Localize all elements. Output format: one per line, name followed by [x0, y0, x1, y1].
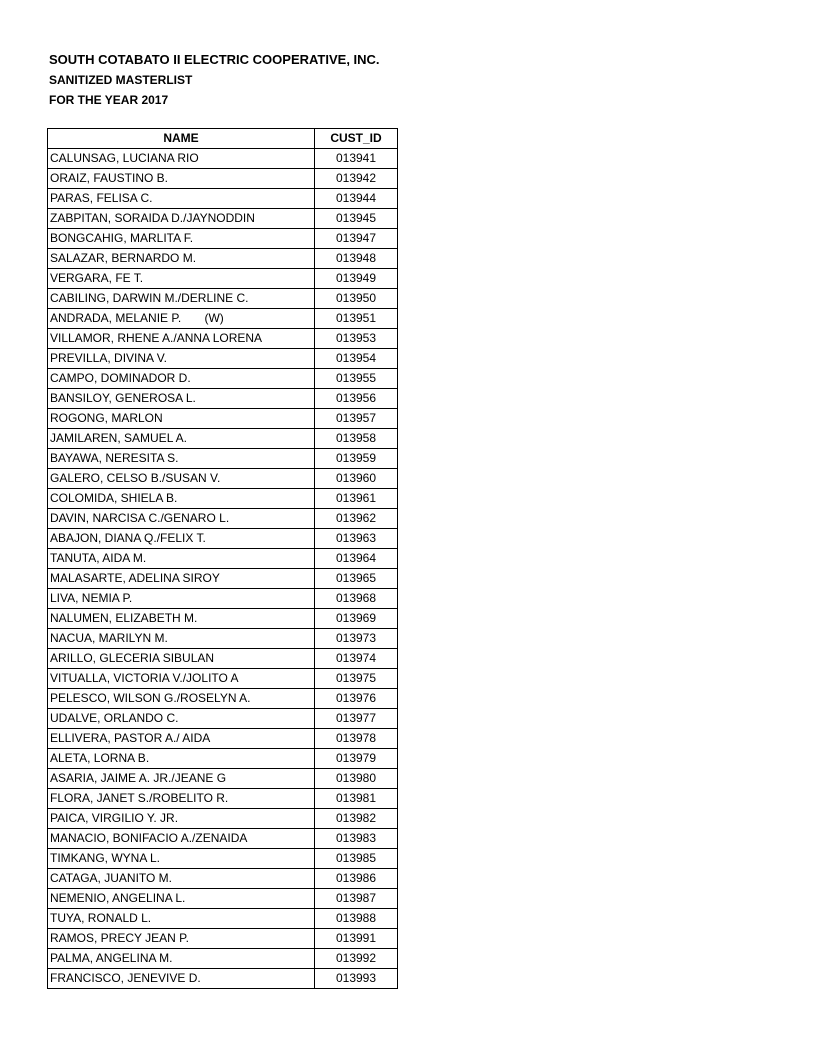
customer-name-cell: PREVILLA, DIVINA V. [48, 349, 315, 369]
table-row [48, 549, 398, 569]
customer-name-cell: DAVIN, NARCISA C./GENARO L. [48, 509, 315, 529]
customer-name-cell: NACUA, MARILYN M. [48, 629, 315, 649]
customer-id-cell: 013948 [315, 249, 398, 269]
document-period: FOR THE YEAR 2017 [49, 93, 169, 107]
customer-name-cell: NALUMEN, ELIZABETH M. [48, 609, 315, 629]
table-row [48, 729, 398, 749]
table-row [48, 169, 398, 189]
table-row [48, 649, 398, 669]
customer-id-cell: 013980 [315, 769, 398, 789]
customer-id-cell: 013981 [315, 789, 398, 809]
customer-name-cell: GALERO, CELSO B./SUSAN V. [48, 469, 315, 489]
customer-name-cell: TIMKANG, WYNA L. [48, 849, 315, 869]
customer-id-cell: 013991 [315, 929, 398, 949]
customer-name-cell: SALAZAR, BERNARDO M. [48, 249, 315, 269]
customer-id-cell: 013960 [315, 469, 398, 489]
table-row [48, 749, 398, 769]
customer-name-cell: ROGONG, MARLON [48, 409, 315, 429]
customer-id-cell: 013976 [315, 689, 398, 709]
customer-name-cell: PELESCO, WILSON G./ROSELYN A. [48, 689, 315, 709]
customer-name-cell: PALMA, ANGELINA M. [48, 949, 315, 969]
table-row [48, 969, 398, 989]
table-row [48, 609, 398, 629]
customer-id-cell: 013941 [315, 149, 398, 169]
customer-id-cell: 013962 [315, 509, 398, 529]
table-row [48, 349, 398, 369]
customer-name-cell: ZABPITAN, SORAIDA D./JAYNODDIN [48, 209, 315, 229]
customer-name-cell: CALUNSAG, LUCIANA RIO [48, 149, 315, 169]
customer-name-cell: VERGARA, FE T. [48, 269, 315, 289]
customer-name-cell: BONGCAHIG, MARLITA F. [48, 229, 315, 249]
table-row [48, 769, 398, 789]
table-row [48, 329, 398, 349]
customer-name-cell: MANACIO, BONIFACIO A./ZENAIDA [48, 829, 315, 849]
table-row [48, 569, 398, 589]
customer-id-cell: 013965 [315, 569, 398, 589]
customer-name-cell: FLORA, JANET S./ROBELITO R. [48, 789, 315, 809]
company-title: SOUTH COTABATO II ELECTRIC COOPERATIVE, INC. [49, 52, 380, 67]
customer-id-cell: 013958 [315, 429, 398, 449]
table-header-row [48, 129, 398, 149]
table-row [48, 309, 398, 329]
customer-id-cell: 013951 [315, 309, 398, 329]
customer-id-cell: 013955 [315, 369, 398, 389]
customer-id-cell: 013950 [315, 289, 398, 309]
customer-name-cell: MALASARTE, ADELINA SIROY [48, 569, 315, 589]
table-row [48, 409, 398, 429]
customer-name-cell: ALETA, LORNA B. [48, 749, 315, 769]
customer-name-cell: ORAIZ, FAUSTINO B. [48, 169, 315, 189]
customer-name-cell: JAMILAREN, SAMUEL A. [48, 429, 315, 449]
customer-id-cell: 013953 [315, 329, 398, 349]
customer-id-cell: 013963 [315, 529, 398, 549]
table-row [48, 269, 398, 289]
table-row [48, 589, 398, 609]
customer-name-cell: ABAJON, DIANA Q./FELIX T. [48, 529, 315, 549]
customer-id-cell: 013983 [315, 829, 398, 849]
customer-id-cell: 013959 [315, 449, 398, 469]
table-row [48, 369, 398, 389]
table-row [48, 189, 398, 209]
table-row [48, 209, 398, 229]
customer-id-cell: 013974 [315, 649, 398, 669]
customer-name-cell: UDALVE, ORLANDO C. [48, 709, 315, 729]
customer-id-cell: 013968 [315, 589, 398, 609]
table-row [48, 389, 398, 409]
customer-name-cell: VITUALLA, VICTORIA V./JOLITO A [48, 669, 315, 689]
customer-id-cell: 013988 [315, 909, 398, 929]
customer-id-cell: 013944 [315, 189, 398, 209]
customer-id-cell: 013945 [315, 209, 398, 229]
customer-name-cell: LIVA, NEMIA P. [48, 589, 315, 609]
table-row [48, 789, 398, 809]
customer-id-cell: 013954 [315, 349, 398, 369]
customer-id-cell: 013977 [315, 709, 398, 729]
customer-name-cell: PARAS, FELISA C. [48, 189, 315, 209]
customer-id-cell: 013992 [315, 949, 398, 969]
customer-name-cell: TUYA, RONALD L. [48, 909, 315, 929]
customer-id-cell: 013985 [315, 849, 398, 869]
customer-id-cell: 013978 [315, 729, 398, 749]
customer-name-cell: PAICA, VIRGILIO Y. JR. [48, 809, 315, 829]
customer-id-cell: 013947 [315, 229, 398, 249]
customer-id-cell: 013973 [315, 629, 398, 649]
customer-name-cell: VILLAMOR, RHENE A./ANNA LORENA [48, 329, 315, 349]
table-row [48, 909, 398, 929]
table-row [48, 629, 398, 649]
table-row [48, 669, 398, 689]
table-row [48, 449, 398, 469]
document-header [49, 50, 380, 110]
masterlist-table [47, 128, 398, 989]
table-row [48, 949, 398, 969]
customer-id-cell: 013987 [315, 889, 398, 909]
table-row [48, 489, 398, 509]
table-row [48, 829, 398, 849]
table-row [48, 529, 398, 549]
customer-id-cell: 013982 [315, 809, 398, 829]
customer-name-cell: ARILLO, GLECERIA SIBULAN [48, 649, 315, 669]
table-row [48, 929, 398, 949]
customer-name-cell: BANSILOY, GENEROSA L. [48, 389, 315, 409]
customer-name-cell: ANDRADA, MELANIE P. (W) [48, 309, 315, 329]
table-row [48, 849, 398, 869]
table-row [48, 249, 398, 269]
customer-id-cell: 013975 [315, 669, 398, 689]
table-body [48, 149, 398, 989]
table-row [48, 509, 398, 529]
customer-id-cell: 013964 [315, 549, 398, 569]
customer-name-cell: TANUTA, AIDA M. [48, 549, 315, 569]
table-row [48, 689, 398, 709]
customer-id-cell: 013956 [315, 389, 398, 409]
document-subtitle: SANITIZED MASTERLIST [49, 73, 193, 87]
table-row [48, 889, 398, 909]
customer-name-cell: ASARIA, JAIME A. JR./JEANE G [48, 769, 315, 789]
customer-name-cell: COLOMIDA, SHIELA B. [48, 489, 315, 509]
customer-id-cell: 013949 [315, 269, 398, 289]
customer-name-cell: CABILING, DARWIN M./DERLINE C. [48, 289, 315, 309]
customer-name-cell: CAMPO, DOMINADOR D. [48, 369, 315, 389]
name-column-header: NAME [48, 129, 315, 149]
customer-id-cell: 013969 [315, 609, 398, 629]
customer-id-cell: 013961 [315, 489, 398, 509]
table-row [48, 469, 398, 489]
customer-name-cell: NEMENIO, ANGELINA L. [48, 889, 315, 909]
customer-name-cell: CATAGA, JUANITO M. [48, 869, 315, 889]
customer-name-cell: BAYAWA, NERESITA S. [48, 449, 315, 469]
customer-id-cell: 013993 [315, 969, 398, 989]
customer-id-cell: 013979 [315, 749, 398, 769]
customer-id-cell: 013957 [315, 409, 398, 429]
table-row [48, 429, 398, 449]
table-row [48, 869, 398, 889]
customer-name-cell: ELLIVERA, PASTOR A./ AIDA [48, 729, 315, 749]
table-row [48, 149, 398, 169]
table-row [48, 229, 398, 249]
cust-id-column-header: CUST_ID [315, 129, 398, 149]
table-row [48, 289, 398, 309]
customer-id-cell: 013942 [315, 169, 398, 189]
customer-id-cell: 013986 [315, 869, 398, 889]
table-row [48, 709, 398, 729]
customer-name-cell: RAMOS, PRECY JEAN P. [48, 929, 315, 949]
table-row [48, 809, 398, 829]
customer-name-cell: FRANCISCO, JENEVIVE D. [48, 969, 315, 989]
